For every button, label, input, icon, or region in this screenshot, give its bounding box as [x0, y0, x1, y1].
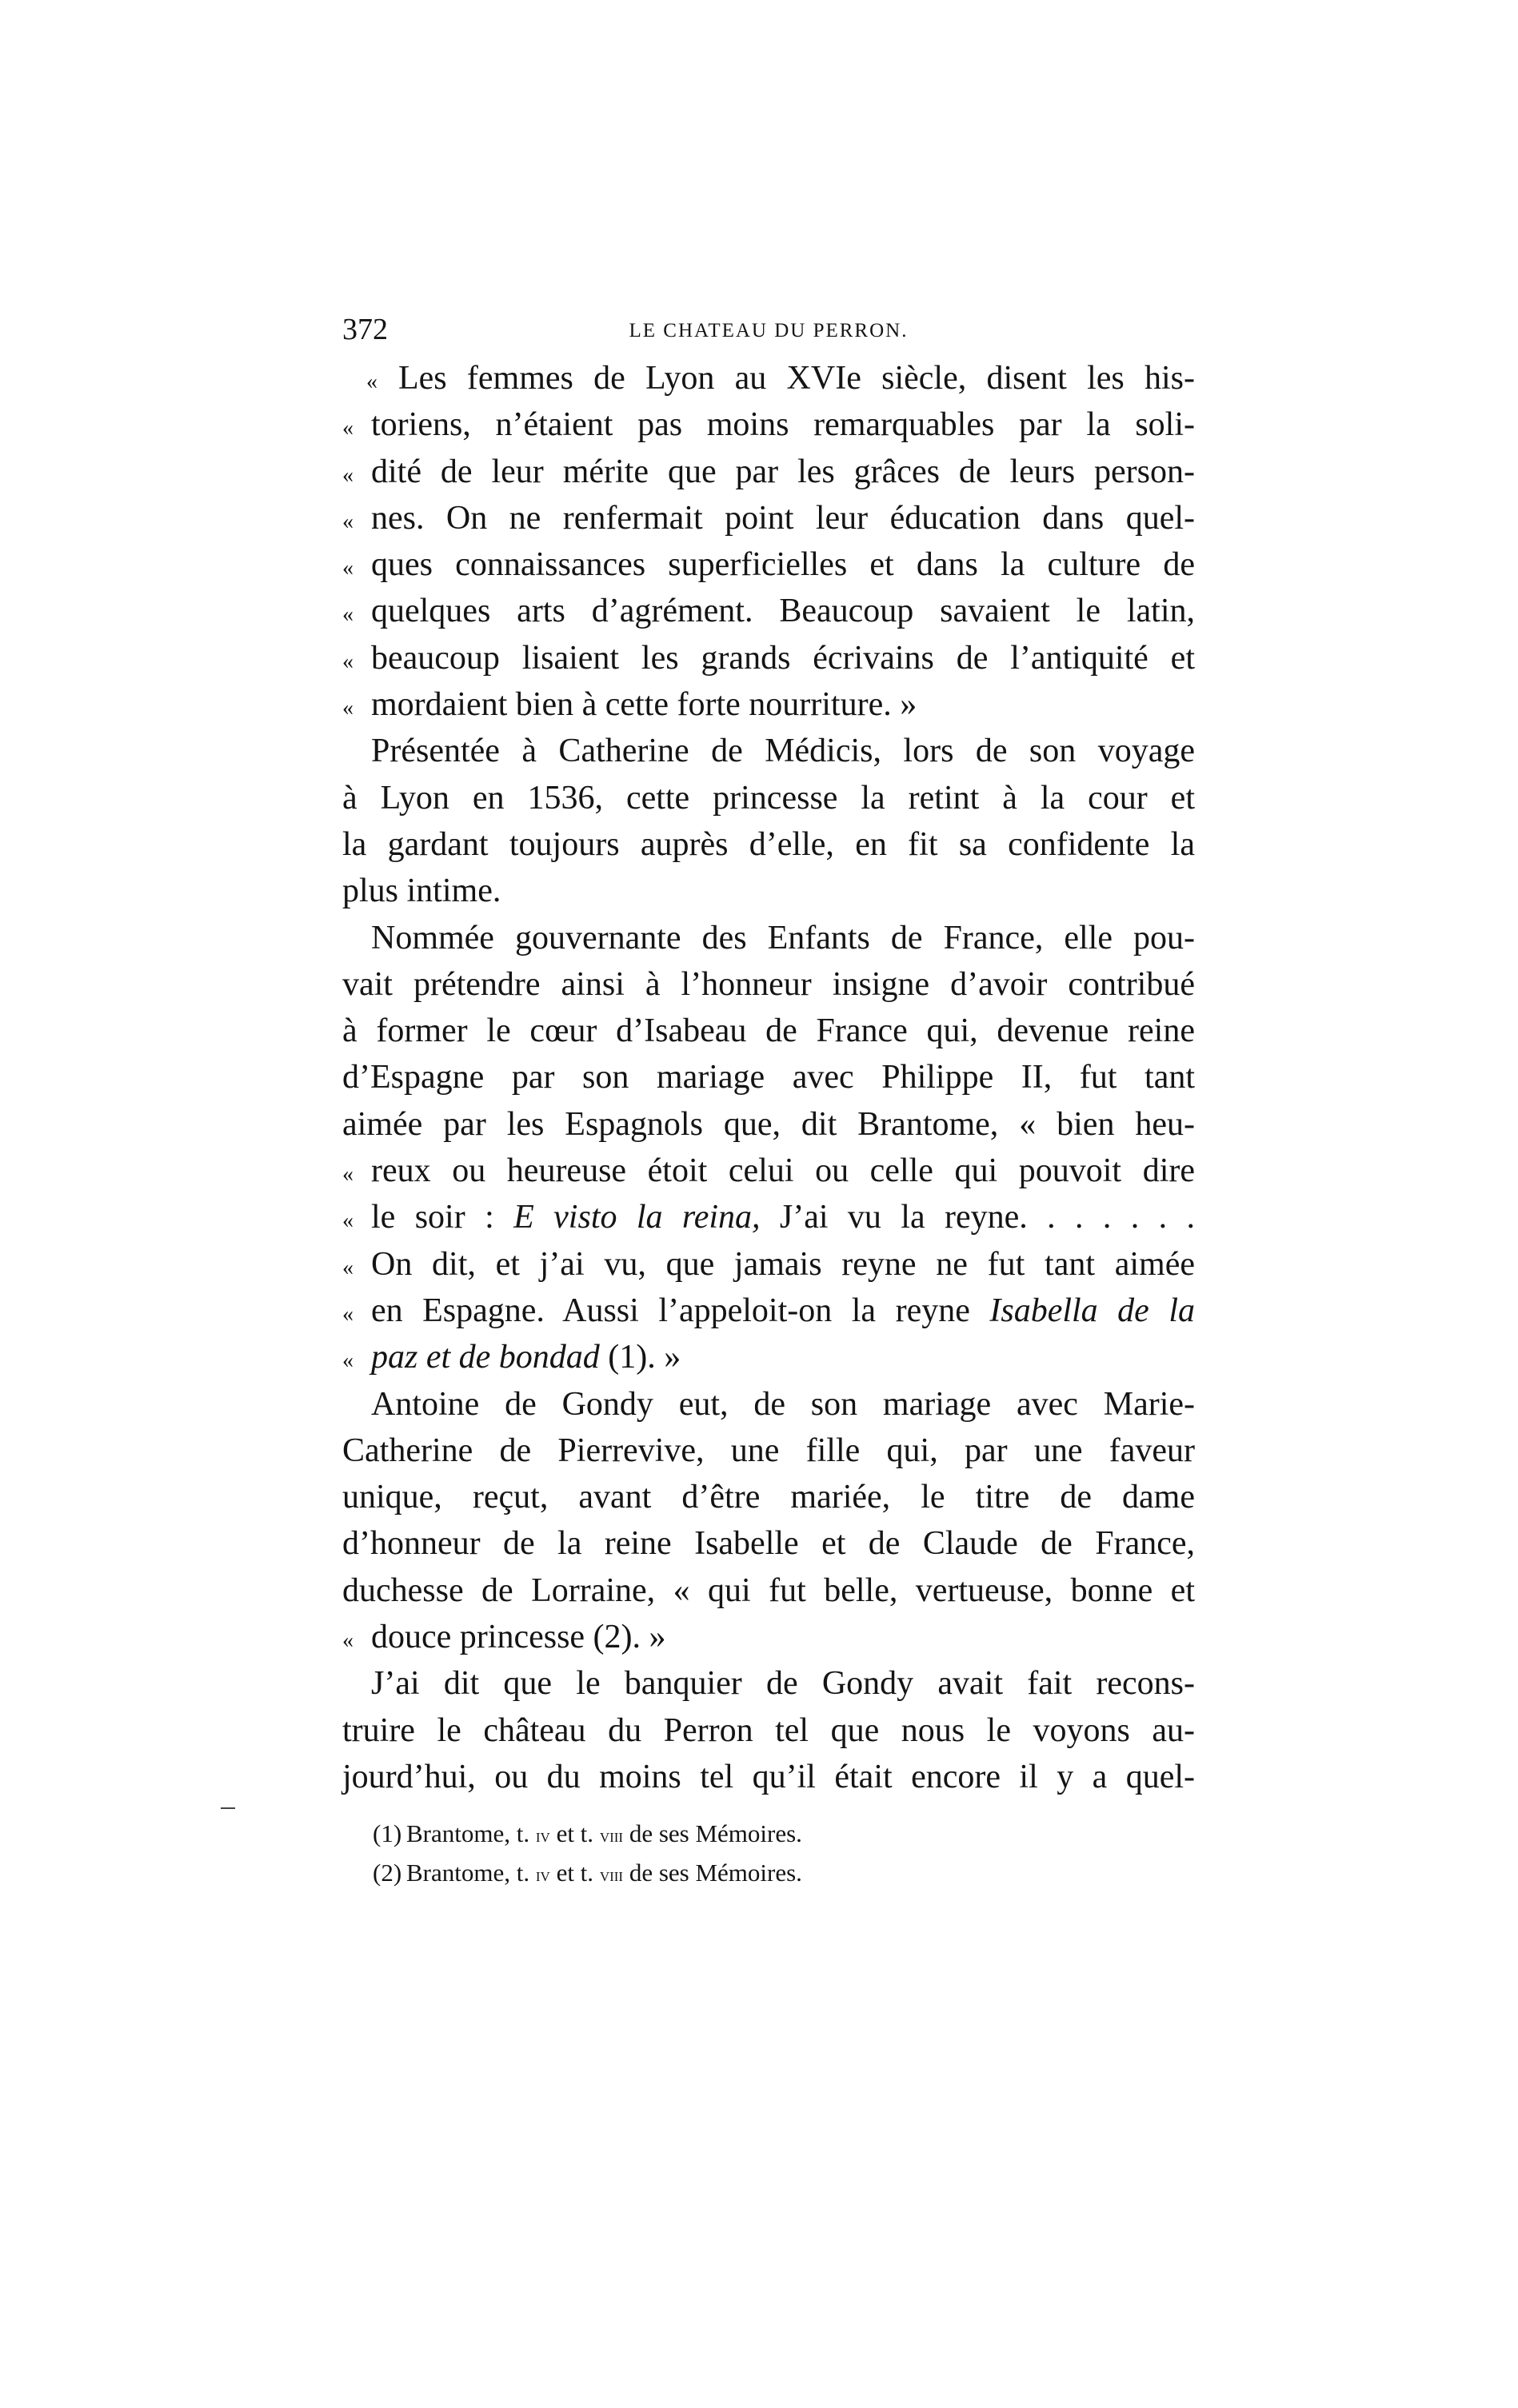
quote-mark: « — [342, 509, 354, 534]
text-line — [342, 728, 1195, 774]
quote-mark: « — [342, 1628, 354, 1654]
page-number: 372 — [342, 313, 388, 346]
footnote-text: Brantome, t. — [406, 1859, 536, 1887]
line-text: ques connaissances superficielles et dans la culture de — [371, 546, 1195, 584]
text-line — [342, 681, 1195, 728]
footnotes — [373, 1815, 1093, 1894]
text-line — [342, 1148, 1195, 1194]
line-text: reux ou heureuse étoit celui ou celle qui pouvoit dire — [371, 1152, 1195, 1190]
line-text: beaucoup lisaient les grands écrivains de l’antiquité et — [371, 639, 1195, 677]
footnote-text: viii — [599, 1865, 624, 1886]
quote-mark: « — [366, 369, 378, 394]
text-line — [342, 1054, 1195, 1100]
footnote-text: iv — [535, 1826, 550, 1847]
line-text: aimée par les Espagnols que, dit Brantome, « bien heu- — [342, 1105, 1195, 1143]
footnote-text: iv — [535, 1865, 550, 1886]
quote-mark: « — [342, 416, 354, 441]
footnote-text: Brantome, t. — [406, 1819, 536, 1847]
text-line — [342, 635, 1195, 681]
line-text: Catherine de Pierrevive, une fille qui, par une faveur — [342, 1432, 1195, 1469]
quote-mark: « — [342, 602, 354, 628]
text-line — [342, 1288, 1195, 1334]
text-line — [342, 495, 1195, 541]
text-line — [342, 449, 1195, 495]
footnote-text: et t. — [549, 1859, 600, 1887]
text-line — [342, 355, 1195, 401]
text-line — [342, 1381, 1195, 1428]
line-text: Nommée gouvernante des Enfants de France, elle pou- — [371, 919, 1195, 956]
line-text: toriens, n’étaient pas moins remarquables par la soli- — [371, 406, 1195, 444]
text-line — [342, 541, 1195, 588]
footnote-text: viii — [599, 1826, 624, 1847]
line-text: unique, reçut, avant d’être mariée, le titre de dame — [342, 1479, 1195, 1516]
text-line — [342, 1567, 1195, 1614]
footnote — [373, 1815, 1093, 1855]
quote-mark: « — [342, 556, 354, 581]
line-text: On dit, et j’ai vu, que jamais reyne ne fut tant aimée — [371, 1245, 1195, 1283]
line-text: mordaient bien à cette forte nourriture. » — [371, 686, 917, 724]
running-head — [342, 313, 1195, 345]
line-text: Antoine de Gondy eut, de son mariage avec Marie- — [371, 1385, 1195, 1423]
text-line — [342, 821, 1195, 868]
quote-mark: « — [342, 1301, 354, 1327]
italic-text: E visto la reina, — [513, 1199, 761, 1236]
quote-mark: « — [342, 1348, 354, 1374]
footnote-number: (1) — [373, 1819, 402, 1847]
line-text: à former le cœur d’Isabeau de France qui, devenue reine — [342, 1012, 1195, 1050]
line-text: d’Espagne par son mariage avec Philippe II, fut tant — [342, 1059, 1195, 1096]
text-line — [342, 1428, 1195, 1474]
line-text: duchesse de Lorraine, « qui fut belle, vertueuse, bonne et — [342, 1571, 1195, 1609]
margin-mark — [221, 1807, 235, 1809]
text-line — [342, 1660, 1195, 1707]
quote-mark: « — [342, 649, 354, 674]
line-text: Présentée à Catherine de Médicis, lors de son voyage — [371, 733, 1195, 770]
line-text: le soir : — [371, 1199, 514, 1236]
line-text: plus intime. — [342, 873, 501, 910]
text-line — [342, 1614, 1195, 1660]
line-text: J’ai vu la reyne. . . . . . . — [760, 1199, 1196, 1236]
quote-mark: « — [342, 1208, 354, 1234]
text-line — [342, 1474, 1195, 1520]
line-text: douce princesse (2). » — [371, 1619, 666, 1656]
line-text: J’ai dit que le banquier de Gondy avait fait recons- — [371, 1665, 1195, 1703]
running-title: LE CHATEAU DU PERRON. — [629, 320, 909, 341]
footnote-number: (2) — [373, 1859, 402, 1887]
line-text: truire le château du Perron tel que nous le voyons au- — [342, 1711, 1195, 1749]
italic-text: paz et de bondad — [371, 1339, 600, 1376]
text-line — [342, 1754, 1195, 1800]
quote-mark: « — [342, 462, 354, 488]
text-line — [342, 775, 1195, 821]
text-line — [342, 1334, 1195, 1380]
line-text: vait prétendre ainsi à l’honneur insigne d’avoir contribué — [342, 965, 1195, 1003]
text-line — [342, 588, 1195, 634]
footnote-text: et t. — [549, 1819, 600, 1847]
line-text: nes. On ne renfermait point leur éducation dans quel- — [371, 499, 1195, 537]
body-text — [342, 355, 1195, 1800]
line-text: en Espagne. Aussi l’appeloit-on la reyne — [371, 1292, 990, 1329]
quote-mark: « — [342, 1162, 354, 1188]
footnote-text: de ses Mémoires. — [623, 1859, 802, 1887]
text-line — [342, 401, 1195, 448]
line-text: dité de leur mérite que par les grâces de leurs person- — [371, 453, 1195, 490]
text-line — [342, 915, 1195, 961]
line-text: à Lyon en 1536, cette princesse la retint à la cour et — [342, 779, 1195, 817]
line-text: d’honneur de la reine Isabelle et de Claude de France, — [342, 1525, 1195, 1563]
line-text: quelques arts d’agrément. Beaucoup savaient le latin, — [371, 593, 1195, 630]
line-text: la gardant toujours auprès d’elle, en fit sa confidente la — [342, 825, 1195, 863]
line-text: Les femmes de Lyon au XVIe siècle, disent les his- — [398, 360, 1195, 397]
footnote — [373, 1855, 1093, 1894]
quote-mark: « — [342, 696, 354, 721]
text-line — [342, 1008, 1195, 1054]
line-text: (1). » — [599, 1339, 681, 1376]
text-line — [342, 1520, 1195, 1567]
text-line — [342, 868, 1195, 914]
text-line — [342, 1101, 1195, 1148]
italic-text: Isabella de la — [989, 1292, 1195, 1329]
text-line — [342, 1241, 1195, 1288]
text-line — [342, 1194, 1195, 1240]
text-line — [342, 961, 1195, 1008]
quote-mark: « — [342, 1255, 354, 1280]
text-line — [342, 1707, 1195, 1754]
footnote-text: de ses Mémoires. — [623, 1819, 802, 1847]
line-text: jourd’hui, ou du moins tel qu’il était encore il y a quel- — [342, 1758, 1195, 1795]
